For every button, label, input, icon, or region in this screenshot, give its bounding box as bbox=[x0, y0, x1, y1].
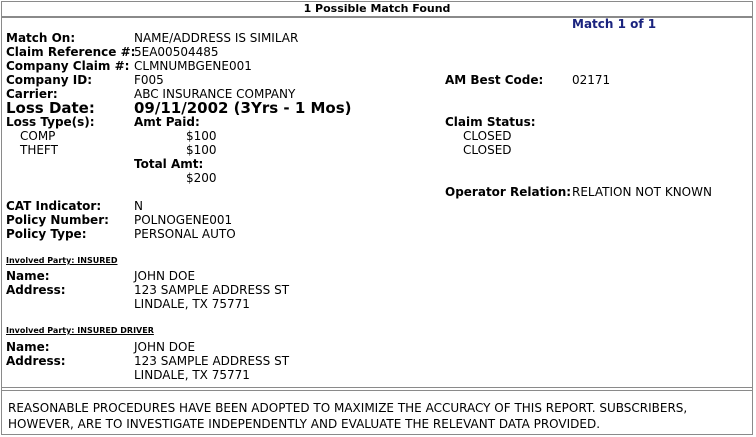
total-amt-label: Total Amt: bbox=[134, 157, 204, 171]
policy-type-value: PERSONAL AUTO bbox=[134, 227, 236, 241]
loss-date-label: Loss Date: bbox=[6, 99, 95, 117]
loss-type: COMP bbox=[20, 129, 56, 143]
match-on-value: NAME/ADDRESS IS SIMILAR bbox=[134, 31, 299, 45]
company-claim-label: Company Claim #: bbox=[6, 59, 130, 73]
party-name-value: JOHN DOE bbox=[134, 269, 196, 283]
party-heading: Involved Party: INSURED bbox=[6, 256, 118, 265]
loss-amount: $100 bbox=[186, 143, 217, 157]
claim-ref-label: Claim Reference #: bbox=[6, 45, 136, 59]
party-address-line1: 123 SAMPLE ADDRESS ST bbox=[134, 354, 290, 368]
party-name-label: Name: bbox=[6, 340, 50, 354]
amt-paid-label: Amt Paid: bbox=[134, 115, 200, 129]
party-address-line2: LINDALE, TX 75771 bbox=[134, 368, 250, 382]
policy-number-label: Policy Number: bbox=[6, 213, 109, 227]
party-address-label: Address: bbox=[6, 283, 66, 297]
disclaimer-text: REASONABLE PROCEDURES HAVE BEEN ADOPTED TO MAXIMIZE THE ACCURACY OF THIS REPORT. SUBSCRIBERS, HOWEVER, ARE TO INVESTIGATE INDEPENDENTLY AND EVALUATE THE RELEVANT DATA PROVIDED. bbox=[8, 401, 688, 431]
footer-divider-inner bbox=[2, 390, 752, 391]
match-header: 1 Possible Match Found bbox=[2, 2, 752, 17]
loss-status: CLOSED bbox=[463, 143, 512, 157]
am-best-value: 02171 bbox=[572, 73, 611, 87]
match-on-label: Match On: bbox=[6, 31, 76, 45]
party-heading: Involved Party: INSURED DRIVER bbox=[6, 326, 154, 335]
carrier-value: ABC INSURANCE COMPANY bbox=[134, 87, 296, 101]
operator-relation-label: Operator Relation: bbox=[445, 185, 572, 199]
loss-amount: $100 bbox=[186, 129, 217, 143]
carrier-label: Carrier: bbox=[6, 87, 58, 101]
cat-indicator-label: CAT Indicator: bbox=[6, 199, 102, 213]
loss-date-value: 09/11/2002 (3Yrs - 1 Mos) bbox=[134, 99, 352, 117]
operator-relation-value: RELATION NOT KNOWN bbox=[572, 185, 712, 199]
party-address-label: Address: bbox=[6, 354, 66, 368]
match-counter: Match 1 of 1 bbox=[572, 17, 657, 31]
party-name-label: Name: bbox=[6, 269, 50, 283]
party-address-line1: 123 SAMPLE ADDRESS ST bbox=[134, 283, 290, 297]
total-amt-value: $200 bbox=[186, 171, 217, 185]
footer-divider bbox=[2, 387, 752, 388]
party-address-line2: LINDALE, TX 75771 bbox=[134, 297, 250, 311]
party-name-value: JOHN DOE bbox=[134, 340, 196, 354]
loss-type: THEFT bbox=[20, 143, 58, 157]
cat-indicator-value: N bbox=[134, 199, 143, 213]
policy-type-label: Policy Type: bbox=[6, 227, 87, 241]
company-id-value: F005 bbox=[134, 73, 164, 87]
company-id-label: Company ID: bbox=[6, 73, 93, 87]
loss-types-label: Loss Type(s): bbox=[6, 115, 95, 129]
company-claim-value: CLMNUMBGENE001 bbox=[134, 59, 252, 73]
am-best-label: AM Best Code: bbox=[445, 73, 544, 87]
claim-ref-value: 5EA00504485 bbox=[134, 45, 219, 59]
policy-number-value: POLNOGENE001 bbox=[134, 213, 233, 227]
loss-status: CLOSED bbox=[463, 129, 512, 143]
claim-status-label: Claim Status: bbox=[445, 115, 536, 129]
